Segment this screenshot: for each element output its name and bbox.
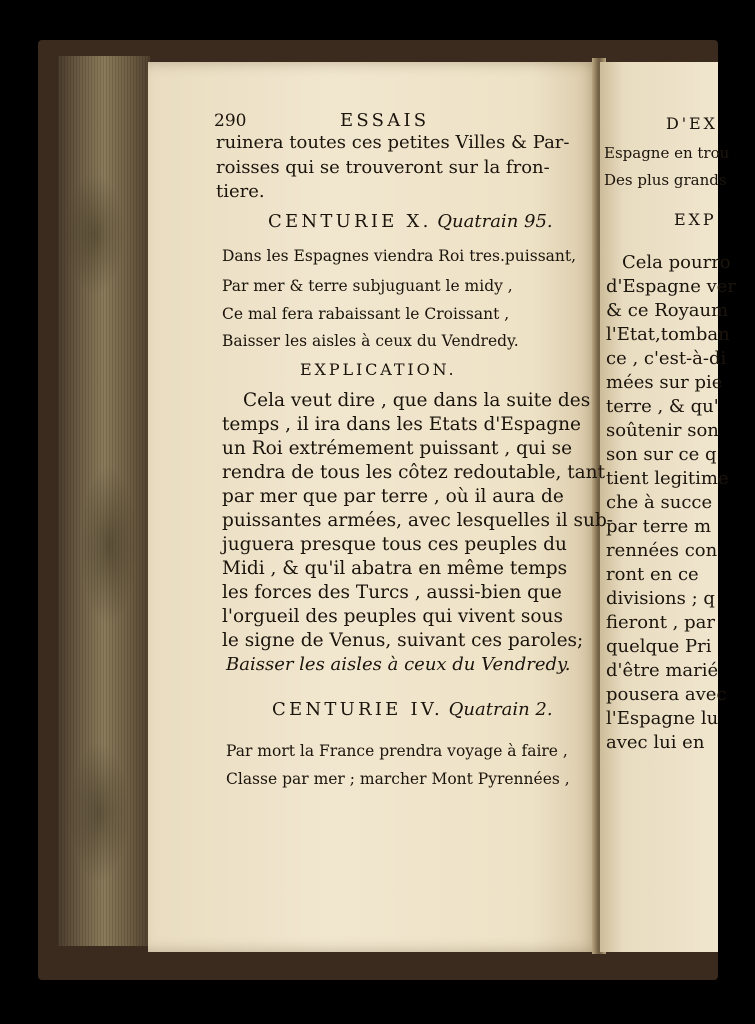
text-line: ruinera toutes ces petites Villes & Par- <box>216 132 570 153</box>
text-line: Cela veut dire , que dans la suite des <box>243 390 591 411</box>
text-line: fieront , par <box>606 612 715 633</box>
text-line: rennées con <box>606 540 718 561</box>
running-head: D'EX <box>666 114 718 133</box>
text-line: roisses qui se trouveront sur la fron- <box>216 157 550 178</box>
heading-italic: Quatrain 2. <box>448 699 553 720</box>
text-line: ce , c'est-à-di <box>606 348 727 369</box>
text-line: avec lui en <box>606 732 705 753</box>
text-line: l'orgueil des peuples qui vivent sous <box>222 606 563 627</box>
quote-line: Baisser les aisles à ceux du Vendredy. <box>226 654 571 675</box>
text-line: ront en ce <box>606 564 699 585</box>
text-line: tient legitime <box>606 468 729 489</box>
verse-line: Par mer & terre subjuguant le midy , <box>222 277 513 295</box>
heading-prefix: CENTURIE X. <box>268 211 432 232</box>
text-line: d'être marié <box>606 660 719 681</box>
text-line: son sur ce q <box>606 444 717 465</box>
text-line: un Roi extrémement puissant , qui se <box>222 438 573 459</box>
section-heading <box>272 701 553 719</box>
text-line: mées sur pie <box>606 372 723 393</box>
section-heading <box>268 213 553 231</box>
explication-heading: EXPLICATION. <box>300 360 457 379</box>
text-line: le signe de Venus, suivant ces paroles; <box>222 630 584 651</box>
text-line: terre , & qu' <box>606 396 719 417</box>
verse-line: Par mort la France prendra voyage à faire , <box>226 742 568 760</box>
heading-prefix: CENTURIE IV. <box>272 699 443 720</box>
text-line: & ce Royaum <box>606 300 729 321</box>
text-line: rendra de tous les côtez redoutable, tant <box>222 462 606 483</box>
text-line: quelque Pri <box>606 636 712 657</box>
verse-line: Dans les Espagnes viendra Roi tres.puissant, <box>222 247 577 265</box>
text-line: par mer que par terre , où il aura de <box>222 486 564 507</box>
verse-line: Baisser les aisles à ceux du Vendredy. <box>222 332 519 350</box>
text-line: soûtenir son <box>606 420 719 441</box>
verse-line: Ce mal fera rabaissant le Croissant , <box>222 305 510 323</box>
text-line: l'Etat,tomban <box>606 324 730 345</box>
text-line: Espagne en trou <box>604 144 730 162</box>
text-line: par terre m <box>606 516 712 537</box>
text-line: l'Espagne lu <box>606 708 719 729</box>
text-line: d'Espagne ver <box>606 276 737 297</box>
text-line: pousera avec <box>606 684 727 705</box>
page-edges <box>58 56 150 946</box>
text-line: les forces des Turcs , aussi-bien que <box>222 582 562 603</box>
text-line: juguera presque tous ces peuples du <box>222 534 567 555</box>
running-head: ESSAIS <box>340 110 430 131</box>
right-page-text <box>600 62 737 952</box>
text-line: puissantes armées, avec lesquelles il sub- <box>222 510 614 531</box>
text-line: Midi , & qu'il abatra en même temps <box>222 558 568 579</box>
section-heading: EXP <box>674 210 717 229</box>
text-line: che à succe <box>606 492 713 513</box>
heading-italic: Quatrain 95. <box>437 211 553 232</box>
text-line: Des plus grands <box>604 171 727 189</box>
text-line: temps , il ira dans les Etats d'Espagne <box>222 414 581 435</box>
text-line: divisions ; q <box>606 588 715 609</box>
page-number: 290 <box>214 111 247 131</box>
text-line: tiere. <box>216 181 265 202</box>
text-line: Cela pourro <box>622 252 731 273</box>
verse-line: Classe par mer ; marcher Mont Pyrennées , <box>226 770 570 788</box>
